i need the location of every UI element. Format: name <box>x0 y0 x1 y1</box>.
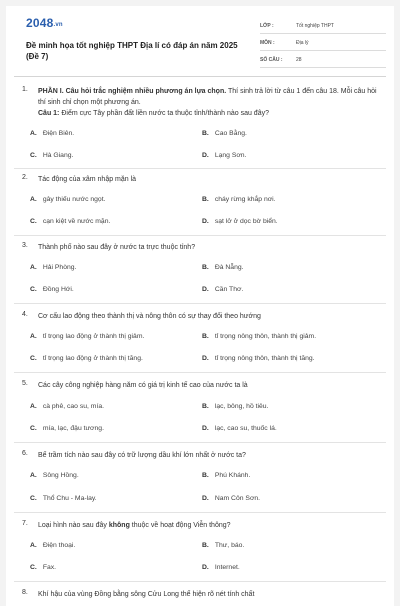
question-6-option-a[interactable]: A. Sông Hồng. <box>30 472 79 479</box>
question-4-text: Cơ cấu lao động theo thành thị và nông thôn có sự thay đổi theo hướng <box>38 313 261 320</box>
document-title: Đề minh họa tốt nghiệp THPT Địa lí có đáp án năm 2025 (Đề 7) <box>26 41 238 61</box>
question-6-text: Bể trầm tích nào sau đây có trữ lượng dầu khí lớn nhất ở nước ta? <box>38 452 246 459</box>
question-divider <box>14 303 386 304</box>
question-divider <box>14 512 386 513</box>
document-page: 2048.vn Đề minh họa tốt nghiệp THPT Địa lí có đáp án năm 2025 (Đề 7) LỚP : Tốt nghiệp THPT MÔN : Địa lý SỐ CÂU : 28 1. PHẦN I. Câu hỏi trắc nghiệm nhiều phương án lựa chọn. Thí sinh trả lời từ câu 1 đến câu 18. Mỗi câu hỏi thí sinh chỉ chọn một phương án. Câu 1: Điểm cực Tây phần đất liền nước ta thuộc tỉnh/thành nào sau đây? A. Điện Biên. B. Cao Bằng. C. Hà Giang. D. Lạng Sơn. 2. Tác động của xâm nhập mặn là A. gây thiếu nước ngọt. B. cháy rừng khắp nơi. C. cạn kiệt về nước mặn. D. sạt lở ở dọc bờ biển. 3. Thành phố nào sau đây ở nước ta trực thuộc tỉnh? A. Hải Phòng. B. Đà Nẵng. C. Đồng Hới. D. Cần Thơ. 4. Cơ cấu lao động theo thành thị và nông thôn có sự thay đổi theo hướng A. tỉ trọng lao động ở thành thị giảm. B. tỉ trọng nông thôn, thành thị giảm. C. tỉ trọng lao động ở thành thị tăng. D. tỉ trọng nông thôn, thành thị tăng. 5. Các cây công nghiệp hàng năm có giá trị kinh tế cao của nước ta là A. cà phê, cao su, mía. B. lạc, bông, hồ tiêu. C. mía, lạc, đậu tương. D. lạc, cao su, thuốc lá. 6. Bể trầm tích nào sau đây có trữ lượng dầu khí lớn nhất ở nước ta? A. Sông Hồng. B. Phú Khánh. C. Thổ Chu - Ma-lay. D. Nam Côn Sơn. 7. Loại hình nào sau đây không thuộc về hoạt động Viễn thông? A. Điện thoại. B. Thư, báo. C. Fax. D. Internet. 8. Khí hậu của vùng Đồng bằng sông Cửu Long thể hiện rõ nét tính chất <box>6 6 394 606</box>
question-7-text: Loại hình nào sau đây không thuộc về hoạt động Viễn thông? <box>38 522 231 529</box>
question-8-text: Khí hậu của vùng Đồng bằng sông Cửu Long thể hiện rõ nét tính chất <box>38 591 255 598</box>
question-2-option-c[interactable]: C. cạn kiệt về nước mặn. <box>30 218 111 225</box>
question-4-option-d[interactable]: D. tỉ trọng nông thôn, thành thị tăng. <box>202 355 315 362</box>
question-1-option-d[interactable]: D. Lạng Sơn. <box>202 152 247 159</box>
question-2-option-d[interactable]: D. sạt lở ở dọc bờ biển. <box>202 218 278 225</box>
question-4-option-a[interactable]: A. tỉ trọng lao động ở thành thị giảm. <box>30 333 145 340</box>
question-divider <box>14 168 386 169</box>
question-divider <box>14 372 386 373</box>
question-2-option-a[interactable]: A. gây thiếu nước ngọt. <box>30 196 106 203</box>
question-6-option-d[interactable]: D. Nam Côn Sơn. <box>202 495 261 502</box>
question-3-option-b[interactable]: B. Đà Nẵng. <box>202 264 244 271</box>
question-7-option-b[interactable]: B. Thư, báo. <box>202 542 245 549</box>
meta-question-count: SỐ CÂU : 28 <box>260 54 386 68</box>
question-1-text: PHẦN I. Câu hỏi trắc nghiệm nhiều phương án lựa chọn. Thí sinh trả lời từ câu 1 đến câu 18. Mỗi câu hỏi thí sinh chỉ chọn một phương án. Câu 1: Điểm cực Tây phần đất liền nước ta thuộc tỉnh/thành nào sau đây? <box>38 88 377 117</box>
question-1-option-b[interactable]: B. Cao Bằng. <box>202 130 247 137</box>
question-3-text: Thành phố nào sau đây ở nước ta trực thuộc tỉnh? <box>38 244 196 251</box>
question-7-option-d[interactable]: D. Internet. <box>202 564 240 571</box>
question-7-option-a[interactable]: A. Điện thoại. <box>30 542 76 549</box>
document-header <box>14 14 386 72</box>
question-5-option-a[interactable]: A. cà phê, cao su, mía. <box>30 403 105 410</box>
question-divider <box>14 235 386 236</box>
question-5-text: Các cây công nghiệp hàng năm có giá trị kinh tế cao của nước ta là <box>38 382 248 389</box>
question-3-option-d[interactable]: D. Cần Thơ. <box>202 286 244 293</box>
document-meta <box>260 20 386 71</box>
question-divider <box>14 581 386 582</box>
question-2-option-b[interactable]: B. cháy rừng khắp nơi. <box>202 196 276 203</box>
question-1-option-a[interactable]: A. Điện Biên. <box>30 130 75 137</box>
question-3-option-c[interactable]: C. Đồng Hới. <box>30 286 74 293</box>
site-logo[interactable]: 2048.vn <box>26 16 63 30</box>
question-5-option-d[interactable]: D. lạc, cao su, thuốc lá. <box>202 425 277 432</box>
question-6-option-c[interactable]: C. Thổ Chu - Ma-lay. <box>30 495 97 502</box>
meta-class: LỚP : Tốt nghiệp THPT <box>260 20 386 34</box>
question-4-option-b[interactable]: B. tỉ trọng nông thôn, thành thị giảm. <box>202 333 317 340</box>
question-5-option-c[interactable]: C. mía, lạc, đậu tương. <box>30 425 104 432</box>
meta-subject: MÔN : Địa lý <box>260 37 386 51</box>
question-4-option-c[interactable]: C. tỉ trọng lao động ở thành thị tăng. <box>30 355 143 362</box>
question-2-text: Tác động của xâm nhập mặn là <box>38 176 137 183</box>
question-5-option-b[interactable]: B. lạc, bông, hồ tiêu. <box>202 403 269 410</box>
header-divider <box>14 76 386 77</box>
question-6-option-b[interactable]: B. Phú Khánh. <box>202 472 251 479</box>
question-1-option-c[interactable]: C. Hà Giang. <box>30 152 74 159</box>
question-7-option-c[interactable]: C. Fax. <box>30 564 57 571</box>
question-divider <box>14 442 386 443</box>
question-3-option-a[interactable]: A. Hải Phòng. <box>30 264 77 271</box>
